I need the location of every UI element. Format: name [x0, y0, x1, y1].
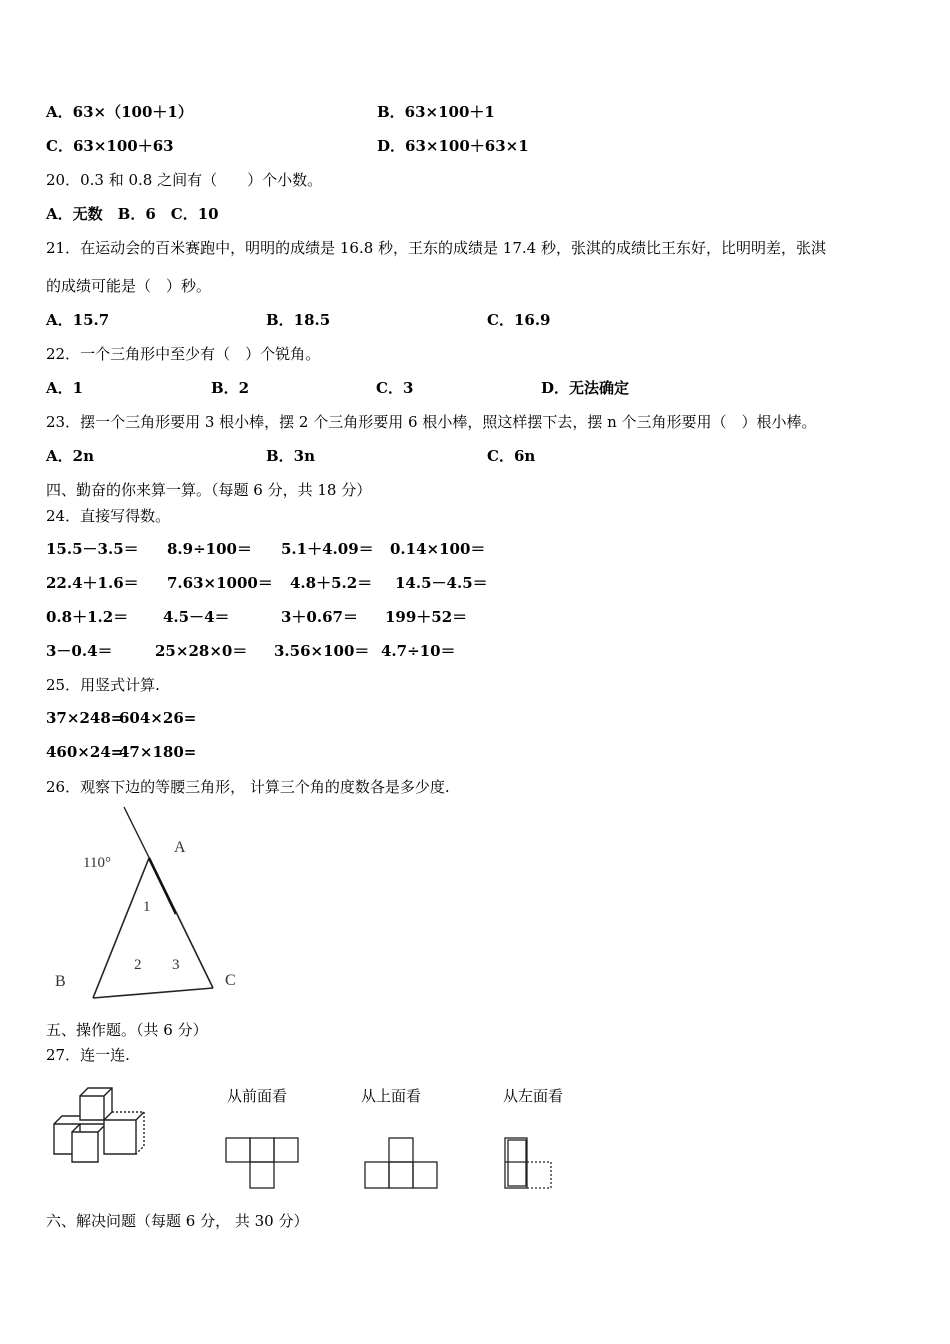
angle-3-label: 3	[172, 957, 180, 973]
q21-option-a: A．15.7	[46, 311, 110, 329]
top-view-shape	[362, 1134, 442, 1194]
q24-item: 3－0.4＝	[46, 642, 113, 660]
section6-title: 六、解决问题（每题 6 分， 共 30 分）	[46, 1212, 309, 1230]
q21-stem-line2: 的成绩可能是（ ）秒。	[46, 277, 212, 295]
q22-option-b: B．2	[211, 379, 250, 397]
q20-options: A．无数 B．6 C．10	[46, 205, 219, 223]
q23-option-c: C．6n	[487, 447, 536, 465]
triangle-side-bc	[93, 988, 213, 998]
q25-item: 460×24=	[46, 743, 124, 761]
isosceles-triangle-figure	[46, 805, 246, 1005]
q22-option-a: A．1	[46, 379, 84, 397]
q21-stem-line1: 21．在运动会的百米赛跑中，明明的成绩是 16.8 秒，王东的成绩是 17.4 秒，张淇的成绩比王东好，比明明差，张淇	[46, 239, 826, 257]
q24-item: 0.8＋1.2＝	[46, 608, 129, 626]
q24-item: 5.1＋4.09＝	[281, 540, 374, 558]
q21-option-b: B．18.5	[266, 311, 331, 329]
q24-item: 25×28×0＝	[155, 642, 248, 660]
q19-option-c: C．63×100＋63	[46, 137, 174, 155]
q23-option-b: B．3n	[266, 447, 316, 465]
q22-option-c: C．3	[376, 379, 414, 397]
q25-item: 47×180=	[119, 743, 197, 761]
triangle-side-c	[176, 912, 213, 988]
q24-item: 15.5－3.5＝	[46, 540, 139, 558]
triangle-side-ac-bold	[149, 858, 176, 914]
front-view-shape	[224, 1134, 304, 1194]
q24-item: 22.4＋1.6＝	[46, 574, 139, 592]
q26-title: 26．观察下边的等腰三角形， 计算三个角的度数各是多少度.	[46, 778, 450, 796]
view-label-front: 从前面看	[227, 1087, 288, 1105]
q23-stem: 23．摆一个三角形要用 3 根小棒，摆 2 个三角形要用 6 根小棒，照这样摆下去，摆 n 个三角形要用（ ）根小棒。	[46, 413, 817, 431]
cube-solid-figure	[50, 1084, 150, 1164]
view-label-top: 从上面看	[361, 1087, 422, 1105]
q24-item: 3.56×100＝	[274, 642, 370, 660]
angle-2-label: 2	[134, 957, 142, 973]
q19-option-b: B．63×100＋1	[377, 103, 495, 121]
q24-item: 7.63×1000＝	[167, 574, 273, 592]
q24-item: 3＋0.67＝	[281, 608, 358, 626]
q22-option-d: D．无法确定	[541, 379, 630, 397]
q20-stem: 20．0.3 和 0.8 之间有（ ）个小数。	[46, 171, 323, 189]
section4-title: 四、勤奋的你来算一算。（每题 6 分，共 18 分）	[46, 481, 372, 499]
q25-item: 604×26=	[119, 709, 197, 727]
q24-item: 0.14×100＝	[390, 540, 486, 558]
vertex-c-label: C	[225, 972, 236, 989]
q24-item: 8.9÷100＝	[167, 540, 252, 558]
q25-item: 37×248=	[46, 709, 124, 727]
q24-item: 4.7÷10＝	[381, 642, 456, 660]
view-label-left: 从左面看	[503, 1087, 564, 1105]
q24-item: 4.8＋5.2＝	[290, 574, 373, 592]
vertex-b-label: B	[55, 973, 66, 990]
q23-option-a: A．2n	[46, 447, 94, 465]
q24-item: 199＋52＝	[385, 608, 468, 626]
q25-title: 25．用竖式计算.	[46, 676, 160, 694]
vertex-a-label: A	[174, 839, 186, 856]
q19-option-d: D．63×100＋63×1	[377, 137, 529, 155]
q24-item: 14.5－4.5＝	[395, 574, 488, 592]
q22-stem: 22．一个三角形中至少有（ ）个锐角。	[46, 345, 321, 363]
q27-title: 27．连一连.	[46, 1046, 130, 1064]
q24-title: 24．直接写得数。	[46, 507, 171, 525]
angle-110-label: 110°	[83, 855, 111, 871]
q24-item: 4.5－4＝	[163, 608, 230, 626]
q21-option-c: C．16.9	[487, 311, 551, 329]
section5-title: 五、操作题。（共 6 分）	[46, 1021, 208, 1039]
left-view-shape	[502, 1134, 562, 1194]
q19-option-a: A．63×（100＋1）	[46, 103, 193, 121]
angle-1-label: 1	[143, 899, 151, 915]
triangle-side-ab	[93, 858, 149, 998]
